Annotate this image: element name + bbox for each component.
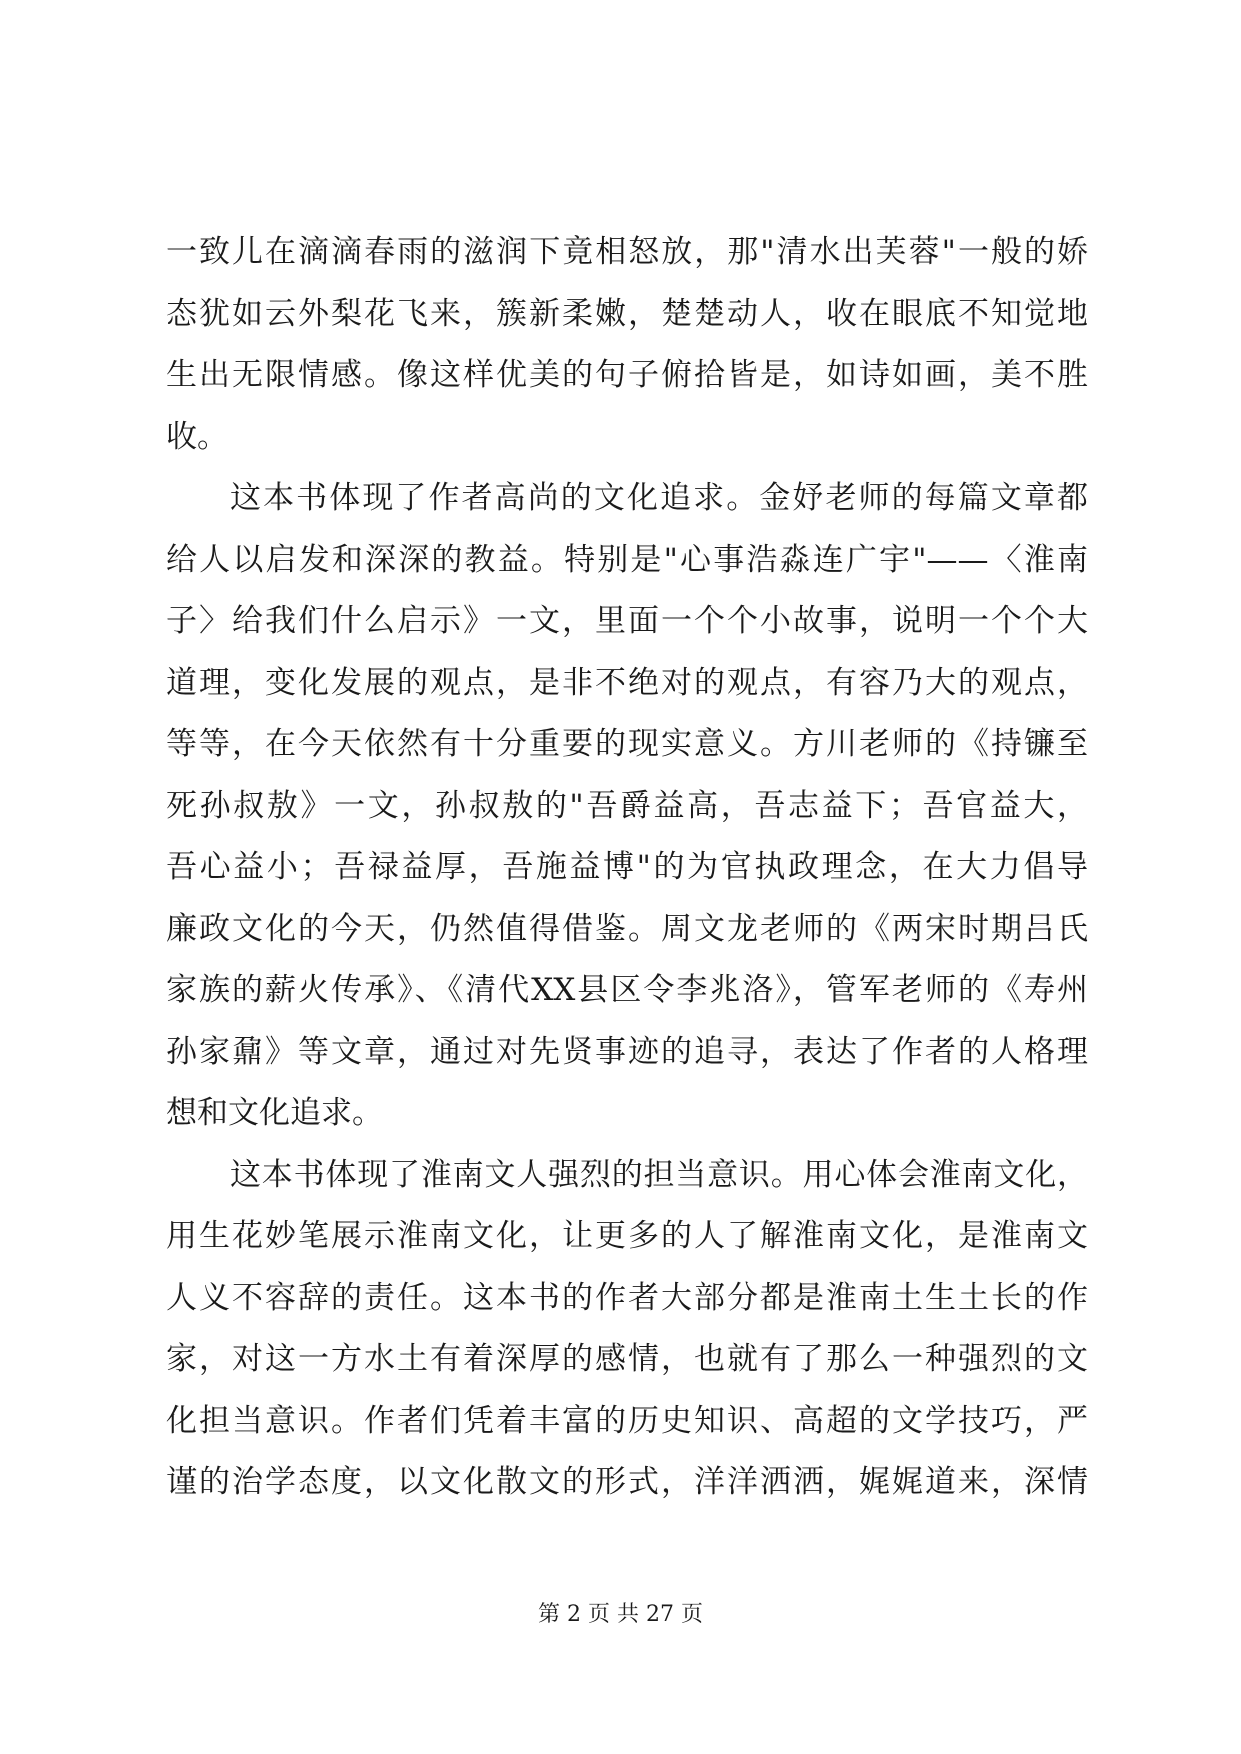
paragraph-line: 化担当意识。作者们凭着丰富的历史知识、高超的文学技巧，严 [166,1402,1088,1439]
paragraph-line: 态犹如云外梨花飞来，簇新柔嫩，楚楚动人，收在眼底不知觉地 [166,295,1088,332]
paragraph-line: 这本书体现了作者高尚的文化追求。金妤老师的每篇文章都 [230,480,1088,516]
paragraph-line: 这本书体现了淮南文人强烈的担当意识。用心体会淮南文化， [230,1156,1088,1193]
paragraph-line: 孙家鼐》等文章，通过对先贤事迹的追寻，表达了作者的人格理 [166,1033,1088,1070]
paragraph-line: 一致儿在滴滴春雨的滋润下竟相怒放，那"清水出芙蓉"一般的娇 [166,234,1088,270]
paragraph-line: 子〉给我们什么启示》一文，里面一个个小故事，说明一个个大 [166,603,1088,639]
document-body [166,222,1088,1514]
paragraph-line: 用生花妙笔展示淮南文化，让更多的人了解淮南文化，是淮南文 [166,1218,1088,1254]
paragraph-line: 等等，在今天依然有十分重要的现实意义。方川老师的《持镰至 [166,726,1088,762]
paragraph-line: 死孙叔敖》一文，孙叔敖的"吾爵益高，吾志益下；吾官益大， [166,787,1088,824]
paragraph-line: 吾心益小；吾禄益厚，吾施益博"的为官执政理念，在大力倡导 [166,849,1088,885]
page-number-footer: 第 2 页 共 27 页 [538,1602,703,1627]
paragraph-line: 人义不容辞的责任。这本书的作者大部分都是淮南土生土长的作 [166,1279,1088,1316]
paragraph-line: 廉政文化的今天，仍然值得借鉴。周文龙老师的《两宋时期吕氏 [166,910,1088,947]
paragraph-line: 家，对这一方水土有着深厚的感情，也就有了那么一种强烈的文 [166,1341,1088,1377]
paragraph-line: 谨的治学态度，以文化散文的形式，洋洋洒洒，娓娓道来，深情 [166,1464,1088,1500]
paragraph-line: 收。 [166,418,228,455]
paragraph-line: 家族的薪火传承》、《清代XX县区令李兆洛》，管军老师的《寿州 [166,972,1088,1008]
paragraph-line: 给人以启发和深深的教益。特别是"心事浩淼连广宇"——〈淮南 [166,541,1088,578]
paragraph-line: 生出无限情感。像这样优美的句子俯拾皆是，如诗如画，美不胜 [166,357,1088,393]
paragraph-line: 道理，变化发展的观点，是非不绝对的观点，有容乃大的观点， [166,664,1088,701]
paragraph-line: 想和文化追求。 [166,1095,383,1131]
